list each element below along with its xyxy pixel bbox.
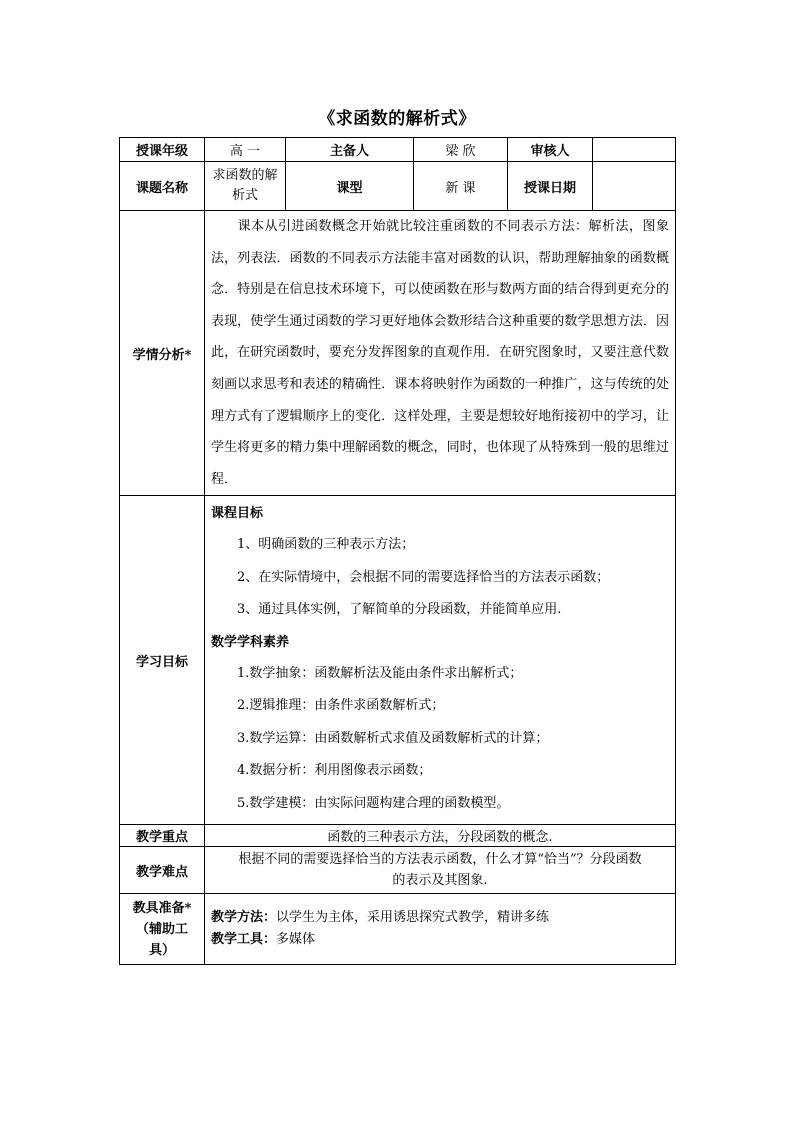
analysis-text: 课本从引进函数概念开始就比较注重函数的不同表示方法：解析法，图象法，列表法．函数的不同表示方法能丰富对函数的认识，帮助理解抽象的函数概念．特别是在信息技术环境下，可以使函数在形与数两方面的结合得到更充分的表现，使学生通过函数的学习更好地体会数形结合这种重要的数学思想方法．因此，在研究函数时，要充分发挥图象的直观作用．在研究图象时，又要注意代数刻画以求思考和表述的精确性．课本将映射作为函数的一种推广，这与传统的处理方式有了逻辑顺序上的变化．这样处理，主要是想较好地衔接初中的学习，让学生将更多的精力集中理解函数的概念，同时，也体现了从特殊到一般的思维过程． xyxy=(211,219,669,487)
teaching-tool xyxy=(211,929,669,951)
preparer-label: 主备人 xyxy=(286,138,414,162)
type-value: 新 课 xyxy=(414,162,508,211)
difficulties-label: 教学难点 xyxy=(120,847,205,894)
method-text: 以学生为主体，采用诱思探究式教学，精讲多练 xyxy=(276,910,550,926)
analysis-label: 学情分析* xyxy=(120,211,205,496)
header-row xyxy=(120,138,676,162)
difficulties-content xyxy=(205,847,676,894)
date-label: 授课日期 xyxy=(508,162,593,211)
topic-value xyxy=(205,162,286,211)
analysis-row xyxy=(120,211,676,496)
lesson-plan-table xyxy=(119,137,676,965)
key-points-label: 教学重点 xyxy=(120,825,205,847)
grade-value: 高 一 xyxy=(205,138,286,162)
tools-label-line3: 具） xyxy=(148,942,175,958)
reviewer-label: 审核人 xyxy=(508,138,593,162)
topic-value-line1: 求函数的解 xyxy=(212,168,278,183)
key-points-row xyxy=(120,825,676,847)
tools-row xyxy=(120,894,676,965)
tools-label xyxy=(120,894,205,965)
grade-label: 授课年级 xyxy=(120,138,205,162)
literacy-item: 4.数据分析：利用图像表示函数； xyxy=(237,763,432,779)
teaching-method xyxy=(211,907,669,929)
tool-label: 教学工具： xyxy=(211,932,277,948)
topic-label: 课题名称 xyxy=(120,162,205,211)
method-label: 教学方法： xyxy=(211,910,277,926)
literacy-item: 3.数学运算：由函数解析式求值及函数解析式的计算； xyxy=(237,730,549,746)
tool-text: 多媒体 xyxy=(276,932,316,948)
course-goals-heading: 课程目标 xyxy=(211,506,264,522)
objectives-row xyxy=(120,496,676,825)
tools-content xyxy=(205,894,676,965)
objectives-label: 学习目标 xyxy=(120,496,205,825)
literacy-item: 2.逻辑推理：由条件求函数解析式； xyxy=(237,698,445,714)
objectives-content xyxy=(205,496,676,825)
literacy-item: 1.数学抽象：函数解析法及能由条件求出解析式； xyxy=(237,665,523,681)
difficulties-line2: 的表示及其图象. xyxy=(392,873,488,889)
tools-label-line1: 教具准备* xyxy=(132,900,192,916)
literacy-heading: 数学学科素养 xyxy=(211,634,290,650)
course-goal-item: 3、通过具体实例，了解简单的分段函数，并能简单应用. xyxy=(237,602,562,618)
tools-label-line2: （辅助工 xyxy=(135,921,188,937)
course-goal-item: 1、明确函数的三种表示方法； xyxy=(237,537,415,553)
topic-row xyxy=(120,162,676,211)
analysis-content xyxy=(205,211,676,496)
preparer-value: 梁 欣 xyxy=(414,138,508,162)
reviewer-value xyxy=(593,138,676,162)
difficulties-line1: 根据不同的需要选择恰当的方法表示函数，什么才算“恰当”？分段函数 xyxy=(238,852,642,868)
type-label: 课型 xyxy=(286,162,414,211)
literacy-item: 5.数学建模：由实际问题构建合理的函数模型。 xyxy=(237,795,510,811)
key-points-text: 函数的三种表示方法，分段函数的概念. xyxy=(205,825,676,847)
difficulties-row xyxy=(120,847,676,894)
date-value xyxy=(593,162,676,211)
page-title: 《求函数的解析式》 xyxy=(318,109,476,129)
course-goal-item: 2、在实际情境中，会根据不同的需要选择恰当的方法表示函数； xyxy=(237,569,610,585)
topic-value-line2: 析式 xyxy=(231,188,258,203)
